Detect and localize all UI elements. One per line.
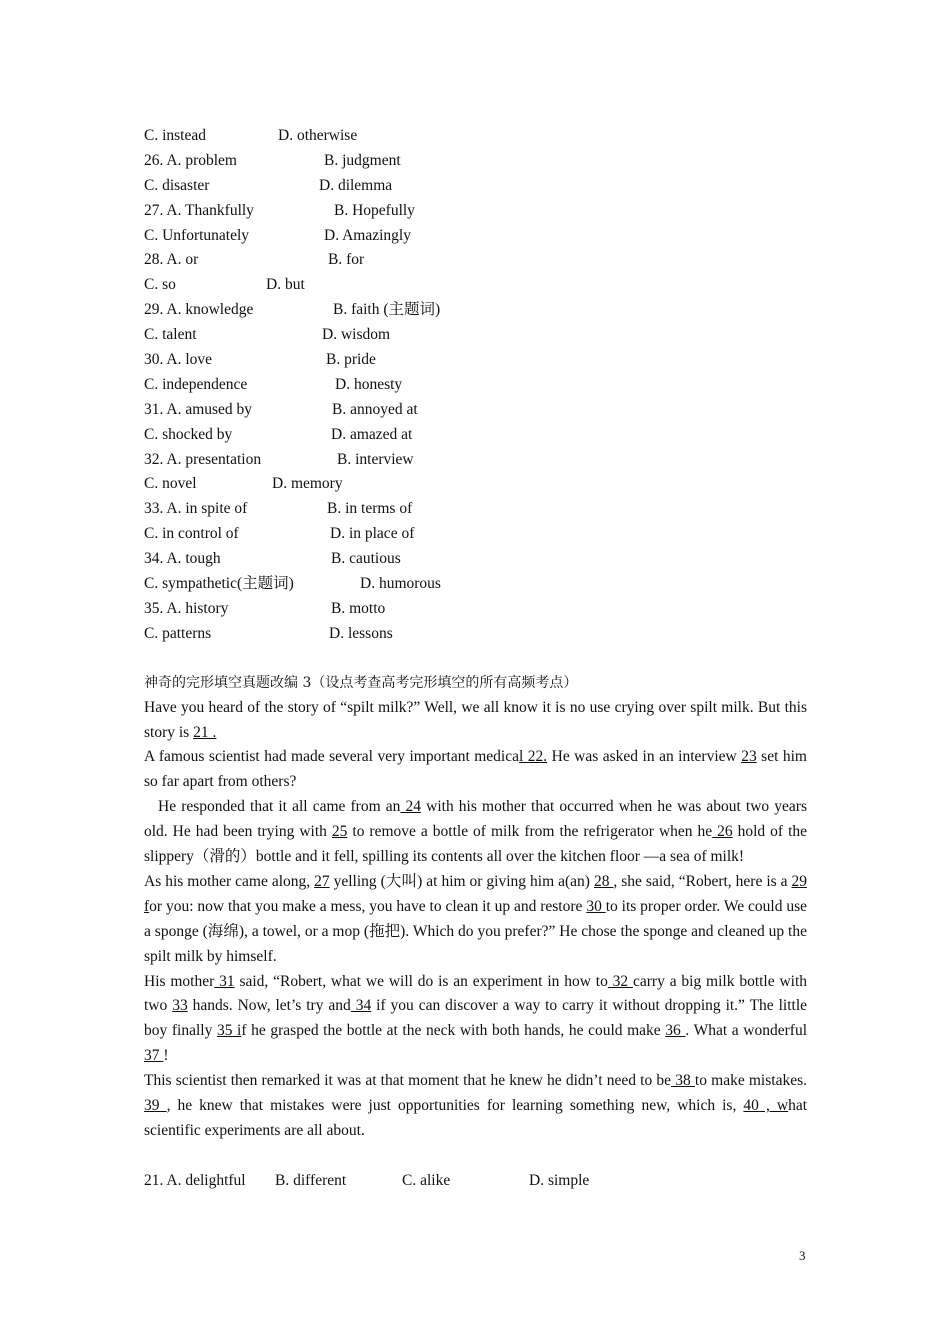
option-right: B. cautious [331, 550, 401, 568]
option-right: B. for [328, 251, 365, 269]
paragraph-6 [144, 1069, 807, 1144]
blank-37: 37 [144, 1047, 164, 1065]
option-row [144, 448, 807, 473]
option-row [144, 149, 807, 174]
option-d: D. simple [529, 1171, 590, 1189]
text: . What a wonderful [685, 1022, 807, 1040]
blank-22: l 22. [518, 748, 548, 766]
option-row [144, 298, 807, 323]
option-right: B. motto [331, 599, 386, 617]
option-left: 33. A. in spite of [144, 500, 248, 518]
text: hold of the slippery（滑的）bottle and it fell, spilling its contents all over the kitchen floor —a sea of milk! [144, 823, 808, 866]
blank-24: 24 [400, 798, 422, 816]
text: said, “Robert, what we will do is an experiment in how to [234, 972, 608, 990]
text: , he knew that mistakes were just opportunities for learning something new, which is, [166, 1097, 744, 1115]
blank-21: 21 . [193, 723, 217, 741]
option-left: C. novel [144, 475, 197, 493]
option-right: D. Amazingly [324, 226, 411, 244]
text: carry a big milk bottle with two [144, 972, 808, 1015]
blank-26: 26 [712, 823, 733, 841]
option-left: C. so [144, 276, 176, 294]
option-right: D. dilemma [319, 176, 393, 194]
option-right: D. lessons [329, 624, 393, 642]
text: or you: now that you make a mess, you have to clean it up and restore [149, 897, 587, 915]
paragraph-4 [144, 870, 807, 970]
option-b: B. different [275, 1171, 347, 1189]
option-row [144, 199, 807, 224]
text: hat scientific experiments are all about. [144, 1097, 808, 1140]
blank-38: 38 [671, 1072, 695, 1090]
text: hands. Now, let’s try and [187, 997, 351, 1015]
text: to remove a bottle of milk from the refrigerator when he [347, 823, 713, 841]
option-row [144, 522, 807, 547]
option-left: 27. A. Thankfully [144, 201, 254, 219]
section-title: 神奇的完形填空真题改编 3（设点考查高考完形填空的所有高频考点） [144, 674, 578, 691]
blank-34: 34 [350, 997, 372, 1015]
option-right: B. pride [326, 351, 376, 369]
blank-28: 28 [593, 872, 614, 890]
text: to its proper order. We could use a sponge (海绵), a towel, or a mop (拖把). Which do you prefer?” He chose the sponge and cleaned up the spilt milk by himself. [144, 897, 808, 965]
page-number: 3 [799, 1248, 806, 1263]
option-c: C. alike [402, 1171, 451, 1189]
blank-31: 31 [214, 972, 235, 990]
option-left: C. Unfortunately [144, 226, 250, 244]
text: ! [163, 1047, 169, 1065]
blank-35: 35 i [216, 1022, 242, 1040]
option-right: D. wisdom [322, 326, 391, 344]
option-row [144, 572, 807, 597]
option-a: 21. A. delightful [144, 1171, 246, 1189]
option-row [144, 547, 807, 572]
blank-30: 30 [586, 897, 606, 915]
text: set him so far apart from others? [144, 748, 807, 791]
paragraph-2 [144, 745, 807, 795]
option-row [144, 398, 807, 423]
blank-32: 32 [607, 972, 634, 990]
option-left: 35. A. history [144, 599, 229, 617]
option-right: D. amazed at [331, 425, 413, 443]
blank-40: 40 , w [743, 1097, 789, 1115]
option-right: B. faith (主题词) [333, 301, 441, 319]
document-page [144, 124, 807, 1194]
text: yelling (大叫) at him or giving him a(an) [329, 872, 594, 890]
option-left: C. in control of [144, 525, 239, 543]
option-row [144, 124, 807, 149]
option-row [144, 248, 807, 273]
option-left: 29. A. knowledge [144, 301, 254, 319]
blank-29: 29 f [144, 872, 807, 915]
option-left: C. shocked by [144, 425, 233, 443]
text: A famous scientist had made several very important medica [144, 748, 519, 766]
text: This scientist then remarked it was at that moment that he knew he didn’t need to be [144, 1072, 672, 1090]
option-left: C. instead [144, 127, 206, 144]
option-right: B. in terms of [327, 500, 413, 518]
text: Have you heard of the story of “spilt milk?” Well, we all know it is no use crying over spilt milk. But this story is [144, 698, 807, 741]
option-right: D. honesty [335, 375, 403, 393]
option-left: 32. A. presentation [144, 450, 262, 468]
answer-options-list [144, 124, 807, 647]
paragraph-3 [144, 795, 807, 870]
option-row [144, 622, 807, 647]
option-row [144, 597, 807, 622]
option-row [144, 273, 807, 298]
blank-27: 27 [314, 872, 330, 890]
option-left: C. sympathetic(主题词) [144, 575, 294, 593]
option-right: D. but [266, 276, 305, 294]
blank-36: 36 [665, 1022, 686, 1040]
option-row [144, 497, 807, 522]
option-right: D. in place of [330, 525, 415, 543]
option-right: D. memory [272, 475, 343, 493]
option-row [144, 472, 807, 497]
option-left: C. independence [144, 375, 248, 393]
option-row [144, 348, 807, 373]
text: His mother [144, 972, 215, 990]
option-left: C. disaster [144, 176, 210, 194]
paragraph-1 [144, 696, 807, 746]
option-left: 30. A. love [144, 351, 213, 369]
option-left: 31. A. amused by [144, 400, 253, 418]
blank-25: 25 [331, 823, 348, 841]
blank-33: 33 [172, 997, 188, 1015]
option-row [144, 373, 807, 398]
text: with his mother that occurred when he was about two years old. He had been trying with [144, 798, 807, 841]
text: to make mistakes. [694, 1072, 807, 1090]
option-left: 28. A. or [144, 251, 199, 269]
text: if you can discover a way to carry it without dropping it.” The little boy finally [144, 997, 808, 1040]
option-row [144, 174, 807, 199]
blank-23: 23 [741, 748, 757, 766]
option-row [144, 423, 807, 448]
option-right: B. interview [337, 450, 414, 468]
option-right: D. humorous [360, 575, 441, 593]
option-left: 26. A. problem [144, 151, 237, 169]
option-row [144, 323, 807, 348]
option-right: B. Hopefully [334, 201, 415, 219]
text: He was asked in an interview [547, 748, 742, 766]
blank-39: 39 [144, 1097, 167, 1115]
option-left: C. talent [144, 326, 197, 344]
option-left: C. patterns [144, 624, 212, 642]
text: , she said, “Robert, here is a [613, 872, 792, 890]
option-left: 34. A. tough [144, 550, 221, 568]
paragraph-5 [144, 970, 807, 1070]
option-row [144, 224, 807, 249]
text: As his mother came along, [144, 872, 315, 890]
question-21-options [144, 1169, 807, 1194]
option-right: B. annoyed at [332, 400, 418, 418]
text: He responded that it all came from an [158, 798, 401, 816]
option-right: D. otherwise [278, 127, 358, 144]
text: f he grasped the bottle at the neck with both hands, he could make [241, 1022, 666, 1040]
option-right: B. judgment [324, 151, 401, 169]
